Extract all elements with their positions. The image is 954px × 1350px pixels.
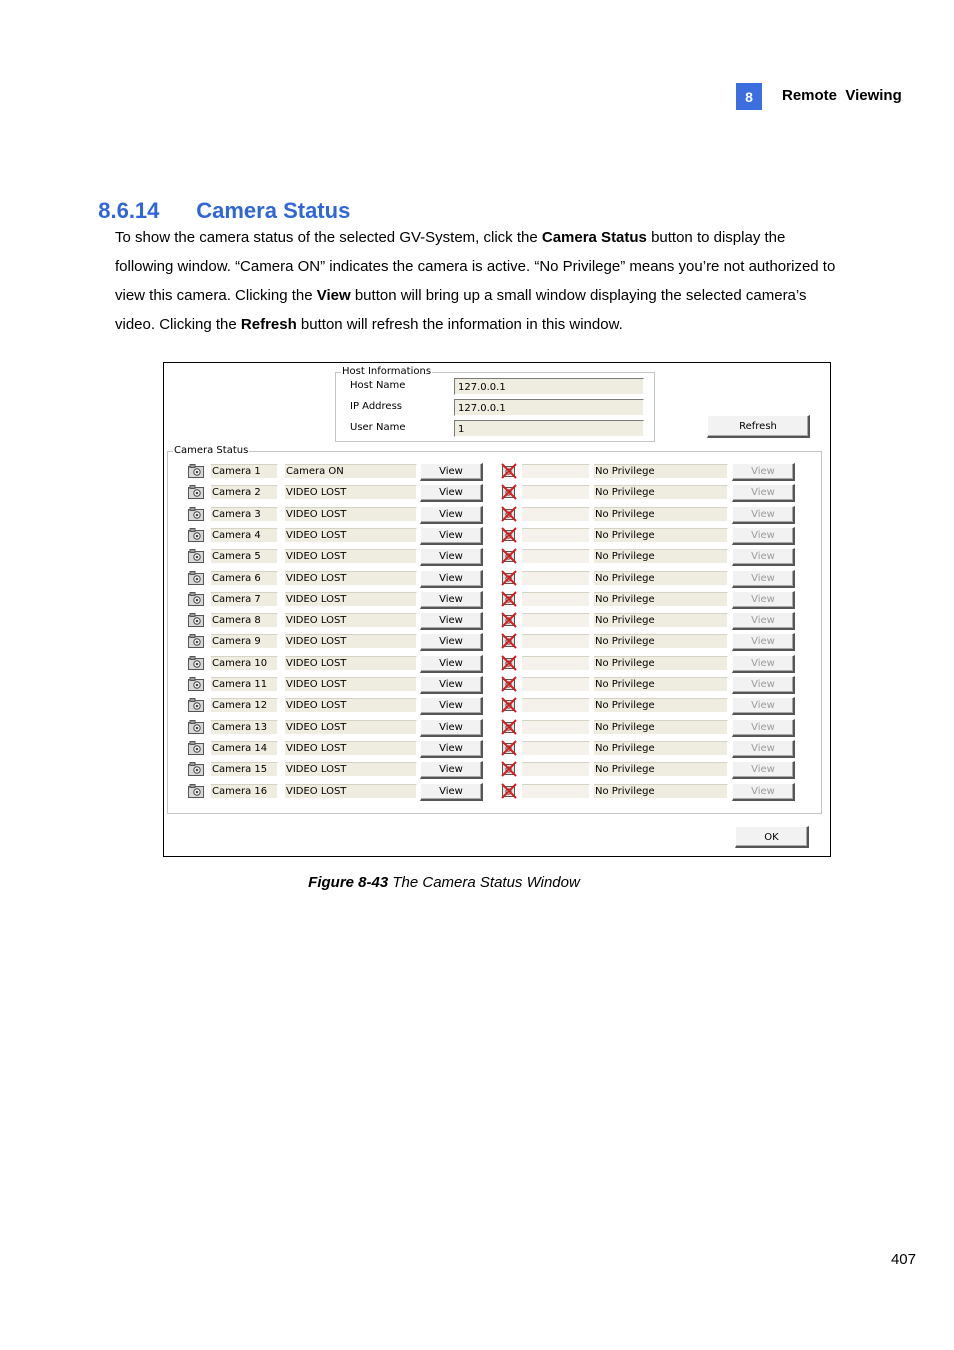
privilege-field: No Privilege [594,507,728,522]
view-button[interactable]: View [420,548,483,566]
ok-button[interactable]: OK [735,826,809,848]
camera-icon [188,485,204,499]
privilege-field: No Privilege [594,677,728,692]
camera-status-field: VIDEO LOST [285,720,417,735]
remote-view-button[interactable]: View [732,570,795,588]
remote-camera-field [522,528,590,543]
remote-camera-field [522,634,590,649]
camera-name-field: Camera 13 [211,720,278,735]
view-button[interactable]: View [420,697,483,715]
camera-icon [188,762,204,776]
camera-icon [188,784,204,798]
privilege-field: No Privilege [594,592,728,607]
remote-camera-field [522,464,590,479]
no-access-camera-icon [501,484,517,500]
camera-row [168,783,818,803]
camera-name-field: Camera 16 [211,784,278,799]
camera-name-field: Camera 4 [211,528,278,543]
remote-camera-field [522,741,590,756]
camera-name-field: Camera 9 [211,634,278,649]
camera-status-field: VIDEO LOST [285,592,417,607]
remote-camera-field [522,762,590,777]
remote-view-button[interactable]: View [732,761,795,779]
remote-view-button[interactable]: View [732,484,795,502]
camera-icon [188,613,204,627]
view-button[interactable]: View [420,633,483,651]
intro-text-1: To show the camera status of the selected GV-System, click the [115,229,542,246]
remote-view-button[interactable]: View [732,591,795,609]
remote-view-button[interactable]: View [732,719,795,737]
camera-icon [188,698,204,712]
ip-address-label: IP Address [350,401,402,412]
no-access-camera-icon [501,463,517,479]
intro-bold-view: View [316,287,351,304]
view-button[interactable]: View [420,655,483,673]
camera-status-group-label: Camera Status [174,445,249,456]
camera-status-field: Camera ON [285,464,417,479]
camera-name-field: Camera 5 [211,549,278,564]
intro-bold-refresh: Refresh [240,316,297,333]
camera-row [168,676,818,696]
privilege-field: No Privilege [594,528,728,543]
section-title: Camera Status [196,198,351,223]
privilege-field: No Privilege [594,762,728,777]
remote-camera-field [522,656,590,671]
no-access-camera-icon [501,697,517,713]
no-access-camera-icon [501,655,517,671]
privilege-field: No Privilege [594,784,728,799]
page-number: 407 [890,1251,916,1268]
privilege-field: No Privilege [594,613,728,628]
privilege-field: No Privilege [594,634,728,649]
chapter-title: Remote Viewing [782,87,902,104]
view-button[interactable]: View [420,783,483,801]
intro-paragraph [115,223,845,339]
privilege-field: No Privilege [594,571,728,586]
camera-row [168,612,818,632]
camera-row [168,506,818,526]
privilege-field: No Privilege [594,485,728,500]
camera-icon [188,720,204,734]
host-name-label: Host Name [350,380,406,391]
camera-name-field: Camera 12 [211,698,278,713]
host-info-group [335,366,655,442]
camera-row [168,548,818,568]
no-access-camera-icon [501,570,517,586]
ip-address-field: 127.0.0.1 [454,399,644,416]
camera-name-field: Camera 7 [211,592,278,607]
camera-status-field: VIDEO LOST [285,634,417,649]
camera-status-field: VIDEO LOST [285,507,417,522]
camera-status-field: VIDEO LOST [285,741,417,756]
remote-camera-field [522,784,590,799]
view-button[interactable]: View [420,506,483,524]
intro-bold-camera-status: Camera Status [541,229,647,246]
camera-name-field: Camera 8 [211,613,278,628]
camera-status-field: VIDEO LOST [285,677,417,692]
camera-name-field: Camera 1 [211,464,278,479]
privilege-field: No Privilege [594,656,728,671]
remote-camera-field [522,507,590,522]
remote-camera-field [522,613,590,628]
user-name-field: 1 [454,420,644,437]
camera-row [168,570,818,590]
view-button[interactable]: View [420,484,483,502]
no-access-camera-icon [501,783,517,799]
camera-name-field: Camera 15 [211,762,278,777]
intro-text-4: button will refresh the information in this window. [296,316,623,333]
remote-camera-field [522,571,590,586]
view-button[interactable]: View [420,612,483,630]
camera-status-field: VIDEO LOST [285,784,417,799]
remote-view-button[interactable]: View [732,783,795,801]
no-access-camera-icon [501,527,517,543]
remote-camera-field [522,485,590,500]
privilege-field: No Privilege [594,549,728,564]
figure-caption [0,874,888,891]
camera-status-field: VIDEO LOST [285,656,417,671]
no-access-camera-icon [501,719,517,735]
view-button[interactable]: View [420,740,483,758]
remote-camera-field [522,698,590,713]
camera-name-field: Camera 6 [211,571,278,586]
camera-status-field: VIDEO LOST [285,698,417,713]
camera-name-field: Camera 3 [211,507,278,522]
no-access-camera-icon [501,676,517,692]
no-access-camera-icon [501,591,517,607]
remote-view-button[interactable]: View [732,633,795,651]
camera-name-field: Camera 10 [211,656,278,671]
camera-row [168,463,818,483]
camera-icon [188,656,204,670]
view-button[interactable]: View [420,591,483,609]
camera-name-field: Camera 2 [211,485,278,500]
camera-icon [188,571,204,585]
remote-camera-field [522,720,590,735]
camera-icon [188,592,204,606]
camera-icon [188,464,204,478]
user-name-label: User Name [350,422,406,433]
no-access-camera-icon [501,761,517,777]
remote-view-button[interactable]: View [732,740,795,758]
no-access-camera-icon [501,612,517,628]
camera-status-field: VIDEO LOST [285,762,417,777]
camera-row [168,740,818,760]
camera-status-dialog [163,362,831,857]
remote-camera-field [522,677,590,692]
privilege-field: No Privilege [594,720,728,735]
camera-name-field: Camera 11 [211,677,278,692]
no-access-camera-icon [501,548,517,564]
figure-text: The Camera Status Window [388,874,580,891]
remote-view-button[interactable]: View [732,612,795,630]
camera-status-group [167,445,822,814]
view-button[interactable]: View [420,527,483,545]
camera-row [168,761,818,781]
view-button[interactable]: View [420,463,483,481]
camera-icon [188,634,204,648]
host-name-field: 127.0.0.1 [454,378,644,395]
remote-view-button[interactable]: View [732,527,795,545]
camera-icon [188,677,204,691]
section-number: 8.6.14 [98,198,160,223]
privilege-field: No Privilege [594,698,728,713]
section-heading [86,172,350,224]
remote-view-button[interactable]: View [732,655,795,673]
view-button[interactable]: View [420,676,483,694]
camera-row [168,655,818,675]
camera-row [168,527,818,547]
camera-icon [188,528,204,542]
camera-row [168,484,818,504]
view-button[interactable]: View [420,719,483,737]
camera-status-field: VIDEO LOST [285,571,417,586]
remote-view-button[interactable]: View [732,506,795,524]
remote-camera-field [522,549,590,564]
no-access-camera-icon [501,633,517,649]
remote-view-button[interactable]: View [732,548,795,566]
intro-text-2: button to display the following window. “Camera ON” indicates the camera is active. “No Privilege” means you’re not authorized to view this camera. Clicking the [115,229,836,304]
figure-label: Figure 8-43 [308,874,389,891]
privilege-field: No Privilege [594,464,728,479]
view-button[interactable]: View [420,570,483,588]
camera-row [168,697,818,717]
camera-status-field: VIDEO LOST [285,549,417,564]
remote-camera-field [522,592,590,607]
camera-icon [188,507,204,521]
camera-icon [188,549,204,563]
no-access-camera-icon [501,740,517,756]
camera-status-field: VIDEO LOST [285,528,417,543]
camera-row [168,591,818,611]
camera-row [168,719,818,739]
no-access-camera-icon [501,506,517,522]
chapter-badge: 8 [736,83,762,110]
intro-text-3: button will bring up a small window displaying the selected camera’s video. Clicking the [115,287,807,333]
camera-name-field: Camera 14 [211,741,278,756]
refresh-button[interactable]: Refresh [707,415,810,438]
remote-view-button[interactable]: View [732,676,795,694]
remote-view-button[interactable]: View [732,697,795,715]
camera-row [168,633,818,653]
host-info-group-label: Host Informations [342,366,432,377]
view-button[interactable]: View [420,761,483,779]
camera-status-field: VIDEO LOST [285,485,417,500]
privilege-field: No Privilege [594,741,728,756]
camera-status-field: VIDEO LOST [285,613,417,628]
camera-icon [188,741,204,755]
remote-view-button[interactable]: View [732,463,795,481]
